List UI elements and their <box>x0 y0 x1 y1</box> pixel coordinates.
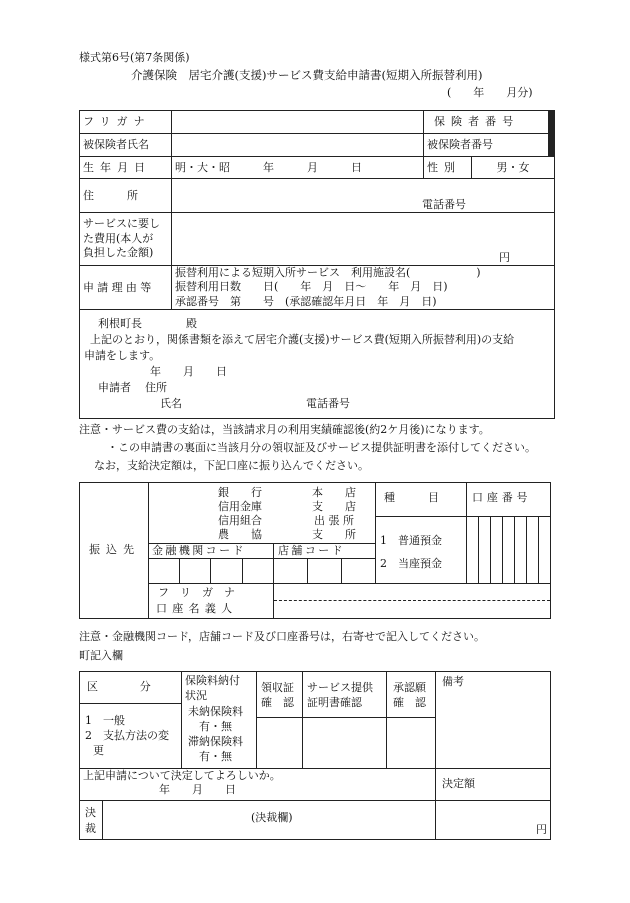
account-furigana-input[interactable] <box>274 600 550 601</box>
category-label: 区 分 <box>87 680 153 693</box>
bank-note: 注意・金融機関コード，店舗コード及び口座番号は，右寄せで記入してください。 <box>79 630 486 643</box>
note-2: ・この申請書の裏面に当該月分の領収証及びサービス提供証明書を添付してください。 <box>107 441 536 454</box>
decision-date[interactable]: 年 月 日 <box>159 783 236 796</box>
reason-input[interactable]: 振替利用による短期入所サービス 利用施設名( ) 振替利用日数 日( 年 月 日～ 年 月 日) 承認番号 第 号 (承認確認年月日 年 月 日) <box>172 266 555 310</box>
kessai-label: 決 裁 <box>85 806 96 835</box>
account-number-boxes[interactable] <box>467 517 550 583</box>
mayor-address: 利根町長 殿 <box>98 317 197 330</box>
sex-label: 性別 <box>424 157 472 179</box>
furigana-input[interactable] <box>172 111 424 134</box>
bank-names[interactable]: 銀 行 信用金庫 信用組合 農 協 <box>218 486 262 541</box>
decision-question: 上記申請について決定してよろしいか。 <box>83 769 281 782</box>
branch-code-label: 店舗コード <box>278 544 346 557</box>
category-options[interactable]: 1 一般 2 支払方法の変 更 <box>85 714 169 757</box>
town-table <box>79 671 551 840</box>
phone-label: 電話番号 <box>422 198 466 212</box>
birth-input[interactable]: 明・大・昭 年 月 日 <box>172 157 424 179</box>
address-input[interactable] <box>172 179 555 213</box>
reason-label: 申請理由等 <box>80 266 172 310</box>
insured-number-boxes[interactable] <box>549 134 554 156</box>
yen-label: 円 <box>499 251 510 265</box>
bank-code-boxes[interactable] <box>148 559 273 583</box>
account-furigana-label: フ リ ガ ナ <box>158 586 235 599</box>
insured-name-input[interactable] <box>172 134 424 157</box>
applicant-address-label: 住所 <box>145 380 167 394</box>
receipt-check-label: 領収証 確 認 <box>261 681 294 709</box>
account-type-options[interactable]: 1 普通預金 2 当座預金 <box>380 534 442 571</box>
account-holder-label: 口座名義人 <box>156 602 238 615</box>
note-1: 注意・サービス費の支給は，当該請求月の利用実績確認後(約2ケ月後)になります。 <box>79 423 490 436</box>
approval-check-label: 承認願 確 認 <box>393 681 426 709</box>
applicant-table <box>79 110 555 419</box>
insurer-number-label: 保険者番号 <box>424 111 549 133</box>
branch-names[interactable]: 本 店 支 店 出 張 所 支 所 <box>312 486 356 541</box>
premium-status-label: 保険料納付 状況 <box>185 674 240 702</box>
applicant-name-label: 氏名 <box>160 396 182 410</box>
remarks-label: 備考 <box>442 675 464 688</box>
birth-label: 生年月日 <box>80 157 172 179</box>
service-cert-check-label: サービス提供 証明書確認 <box>307 681 373 709</box>
kessai-column[interactable]: (決裁欄) <box>251 811 293 824</box>
premium-status-values[interactable]: 未納保険料 有・無 滞納保険料 有・無 <box>188 705 243 763</box>
form-title: 介護保険 居宅介護(支援)サービス費支給申請書(短期入所振替利用) <box>131 68 483 82</box>
form-number: 様式第6号(第7条関係) <box>79 51 190 64</box>
furigana-label: フリガナ <box>80 111 172 134</box>
insurer-number-boxes[interactable] <box>549 111 554 133</box>
transfer-label: 振込先 <box>89 543 141 556</box>
decision-amount-label: 決定額 <box>442 777 475 790</box>
address-label: 住 所 <box>80 179 172 213</box>
town-section-heading: 町記入欄 <box>79 649 123 662</box>
bank-table <box>79 482 551 619</box>
branch-code-boxes[interactable] <box>274 559 375 583</box>
cost-label: サービスに要し た費用(本人が 負担した金額) <box>80 213 172 266</box>
application-date[interactable]: 年 月 日 <box>150 364 227 378</box>
applicant-phone-label: 電話番号 <box>306 396 350 410</box>
applicant-label: 申請者 <box>98 380 131 394</box>
decision-amount-yen: 円 <box>536 823 547 836</box>
cost-input[interactable] <box>172 213 555 266</box>
note-3: なお，支給決定額は，下記口座に振り込んでください。 <box>94 459 369 472</box>
period-field[interactable]: ( 年 月分) <box>447 86 533 99</box>
bank-code-label: 金融機関コード <box>152 544 246 557</box>
application-statement: 利根町長 殿 上記のとおり，関係書類を添えて居宅介護(支援)サービス費(短期入所振替利用)の支給 申請をします。 年 月 日 申請者 住所 氏名 電話番号 <box>80 310 555 419</box>
account-number-label: 口座番号 <box>472 491 532 504</box>
insured-name-label: 被保険者氏名 <box>80 134 172 157</box>
account-type-label: 種 目 <box>384 491 439 504</box>
insured-number-label: 被保険者番号 <box>424 134 549 156</box>
sex-input[interactable]: 男・女 <box>472 157 555 179</box>
